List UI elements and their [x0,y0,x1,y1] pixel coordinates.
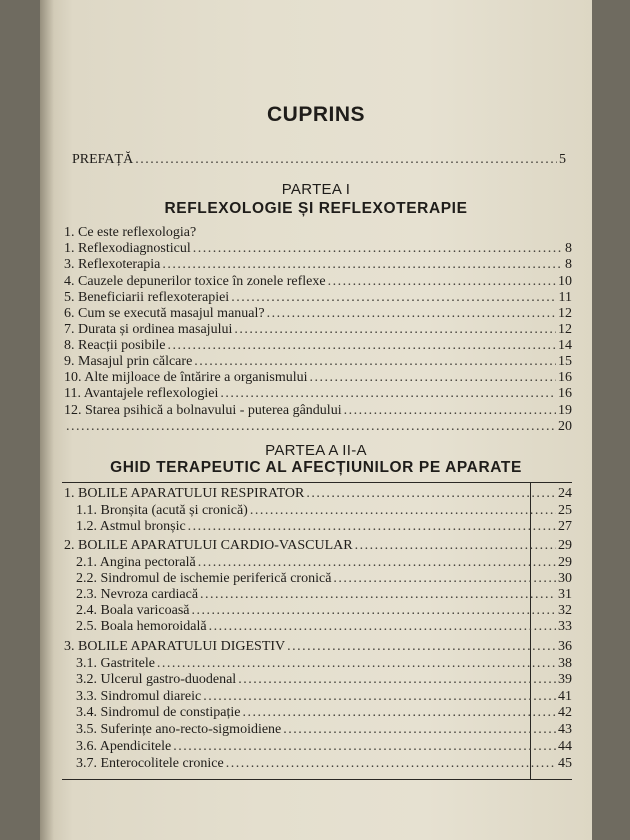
toc-entry [64,338,572,354]
book-page [40,0,592,840]
toc-entry-preface [72,152,566,168]
toc-entry-page: 42 [558,705,572,720]
toc-entry-label: 3. Reflexoterapia [64,257,161,272]
leader-dots [157,656,556,672]
leader-dots [310,370,556,386]
toc-entry-label: 7. Durata și ordinea masajului [64,322,233,337]
toc-entry-page: 11 [558,290,572,305]
part-2-label: PARTEA A II-A [265,442,367,459]
toc-entry-label: 2.5. Boala hemoroidală [76,619,207,634]
leader-dots [193,241,563,257]
toc-entry [76,656,572,672]
toc-entry-page: 29 [558,555,572,570]
table-top-rule [62,482,572,483]
leader-dots [209,619,556,635]
leader-dots [234,322,556,338]
toc-entry [64,225,550,241]
toc-entry-label: 3.5. Suferințe ano-recto-sigmoidiene [76,722,282,737]
toc-entry-page: 32 [558,603,572,618]
toc-entry-page: 27 [558,519,572,534]
toc-entry-page: 41 [558,689,572,704]
toc-entry [64,486,572,502]
toc-entry-page: 33 [558,619,572,634]
toc-entry-page: 14 [558,338,572,353]
toc-entry-page: 38 [558,656,572,671]
leader-dots [355,538,556,554]
toc-entry [76,555,572,571]
toc-entry [76,587,572,603]
toc-entry-page: 39 [558,672,572,687]
toc-entry-page: 16 [558,370,572,385]
toc-entry [64,322,572,338]
toc-entry-label: 3.2. Ulcerul gastro-duodenal [76,672,237,687]
toc-entry [64,386,572,402]
toc-entry-page: 43 [558,722,572,737]
toc-entry-page: 15 [558,354,572,369]
toc-entry-page: 24 [558,486,572,501]
toc-entry [76,571,572,587]
toc-entry-label: 3.6. Apendicitele [76,739,172,754]
leader-dots [333,571,556,587]
leader-dots [203,689,556,705]
leader-dots [66,419,556,435]
toc-entry [64,257,572,273]
toc-entry-page: 29 [558,538,572,553]
toc-entry-page: 10 [558,274,572,289]
leader-dots [135,152,557,168]
toc-entry [76,603,572,619]
toc-entry [76,739,572,755]
toc-entry-label: 3.1. Gastritele [76,656,155,671]
toc-entry-label: 3.7. Enterocolitele cronice [76,756,224,771]
toc-entry-page: 12 [558,322,572,337]
toc-entry [64,306,572,322]
toc-entry [64,403,572,419]
page-title: CUPRINS [266,103,365,126]
toc-entry-label: 11. Avantajele reflexologiei [64,386,219,401]
toc-entry-label: 1. BOLILE APARATULUI RESPIRATOR [64,486,305,501]
toc-entry-label: 2. BOLILE APARATULUI CARDIO-VASCULAR [64,538,353,553]
leader-dots [238,672,556,688]
toc-entry-label: 12. Starea psihică a bolnavului - puterea gândului [64,403,342,418]
leader-dots [200,587,556,603]
leader-dots [287,639,556,655]
toc-entry [76,672,572,688]
table-bottom-rule [62,779,572,780]
toc-entry [76,689,572,705]
toc-entry [64,241,572,257]
toc-entry-label: 2.4. Boala varicoasă [76,603,190,618]
toc-entry-label: 1.1. Bronșita (acută și cronică) [76,503,248,518]
toc-entry-page: 16 [558,386,572,401]
toc-entry-page: 36 [558,639,572,654]
toc-entry-page: 31 [558,587,572,602]
toc-entry-label: 6. Cum se execută masajul manual? [64,306,265,321]
toc-entry [64,639,572,655]
leader-dots [328,274,556,290]
toc-entry-page: 20 [558,419,572,434]
toc-entry-page: 25 [558,503,572,518]
toc-entry-label: 8. Reacții posibile [64,338,166,353]
toc-entry [64,354,572,370]
toc-entry-label: 5. Beneficiarii reflexoterapiei [64,290,230,305]
leader-dots [250,503,556,519]
toc-entry [76,705,572,721]
toc-entry-label: 3. BOLILE APARATULUI DIGESTIV [64,639,286,654]
toc-entry-page: 12 [558,306,572,321]
leader-dots [192,603,556,619]
part-1-title: REFLEXOLOGIE ȘI REFLEXOTERAPIE [164,200,468,217]
toc-entry-page: 30 [558,571,572,586]
leader-dots [306,486,556,502]
leader-dots [226,756,556,772]
toc-entry-page: 5 [559,152,566,167]
toc-entry-page: 44 [558,739,572,754]
toc-entry [76,619,572,635]
toc-entry-label: 1. Ce este reflexologia? [64,225,197,240]
leader-dots [220,386,556,402]
leader-dots [231,290,556,306]
toc-entry [64,290,572,306]
toc-entry [64,419,572,435]
toc-entry-page: 45 [558,756,572,771]
leader-dots [198,555,556,571]
toc-entry-label: 10. Alte mijloace de întărire a organismului [64,370,308,385]
toc-entry-label: 3.4. Sindromul de constipație [76,705,241,720]
toc-entry-page: 8 [565,241,572,256]
leader-dots [242,705,556,721]
leader-dots [167,338,556,354]
toc-entry-label: 1.2. Astmul bronșic [76,519,186,534]
toc-entry [76,519,572,535]
toc-entry [64,274,572,290]
leader-dots [194,354,556,370]
toc-entry-label: 4. Cauzele depunerilor toxice în zonele reflexe [64,274,326,289]
toc-entry [76,722,572,738]
toc-entry-label: 3.3. Sindromul diareic [76,689,202,704]
leader-dots [173,739,556,755]
toc-entry-label: 1. Reflexodiagnosticul [64,241,191,256]
part-1-label: PARTEA I [281,181,351,198]
toc-entry [64,538,572,554]
part-2-title: GHID TERAPEUTIC AL AFECȚIUNILOR PE APARATE [110,459,522,476]
toc-entry-label: PREFAȚĂ [72,152,134,167]
toc-entry [76,756,572,772]
leader-dots [267,306,556,322]
toc-entry-page: 19 [558,403,572,418]
leader-dots [344,403,556,419]
leader-dots [188,519,556,535]
leader-dots [283,722,556,738]
toc-entry [76,503,572,519]
leader-dots [162,257,563,273]
toc-entry-label: 2.1. Angina pectorală [76,555,196,570]
toc-entry-label: 2.3. Nevroza cardiacă [76,587,199,602]
toc-entry-label: 2.2. Sindromul de ischemie periferică cronică [76,571,332,586]
toc-entry-label: 9. Masajul prin călcare [64,354,193,369]
toc-entry [64,370,572,386]
toc-entry-page: 8 [565,257,572,272]
